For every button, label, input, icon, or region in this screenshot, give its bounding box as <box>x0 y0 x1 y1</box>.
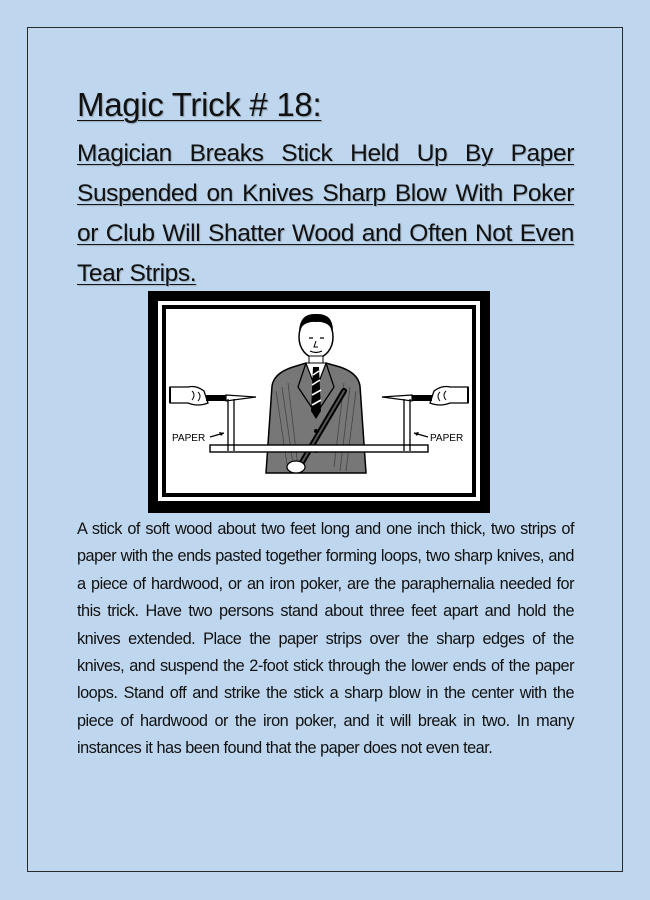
page-title: Magic Trick # 18: <box>77 86 322 123</box>
left-paper-label: PAPER <box>172 433 206 444</box>
trick-illustration <box>148 291 490 513</box>
trick-subtitle: Magician Breaks Stick Held Up By Paper Suspended on Knives Sharp Blow With Poker or Club Will Shatter Wood and Often Not Even Tear Strips. <box>77 140 574 287</box>
wooden-stick <box>210 445 428 452</box>
right-paper-label: PAPER <box>430 433 464 444</box>
illustration-drawing <box>148 291 490 513</box>
trick-description: A stick of soft wood about two feet long and one inch thick, two strips of paper with the ends pasted together forming loops, two sharp knives, and a piece of hardwood, or an iron poker, are the paraphernalia needed for this trick. Have two persons stand about three feet apart and hold the knives extended. Place the paper strips over the sharp edges of the knives, and suspend the 2-foot stick through the lower ends of the paper loops. Stand off and strike the stick a sharp blow in the center with the piece of hardwood or the iron poker, and it will break in two. In many instances it has been found that the paper does not even tear. <box>77 520 574 758</box>
